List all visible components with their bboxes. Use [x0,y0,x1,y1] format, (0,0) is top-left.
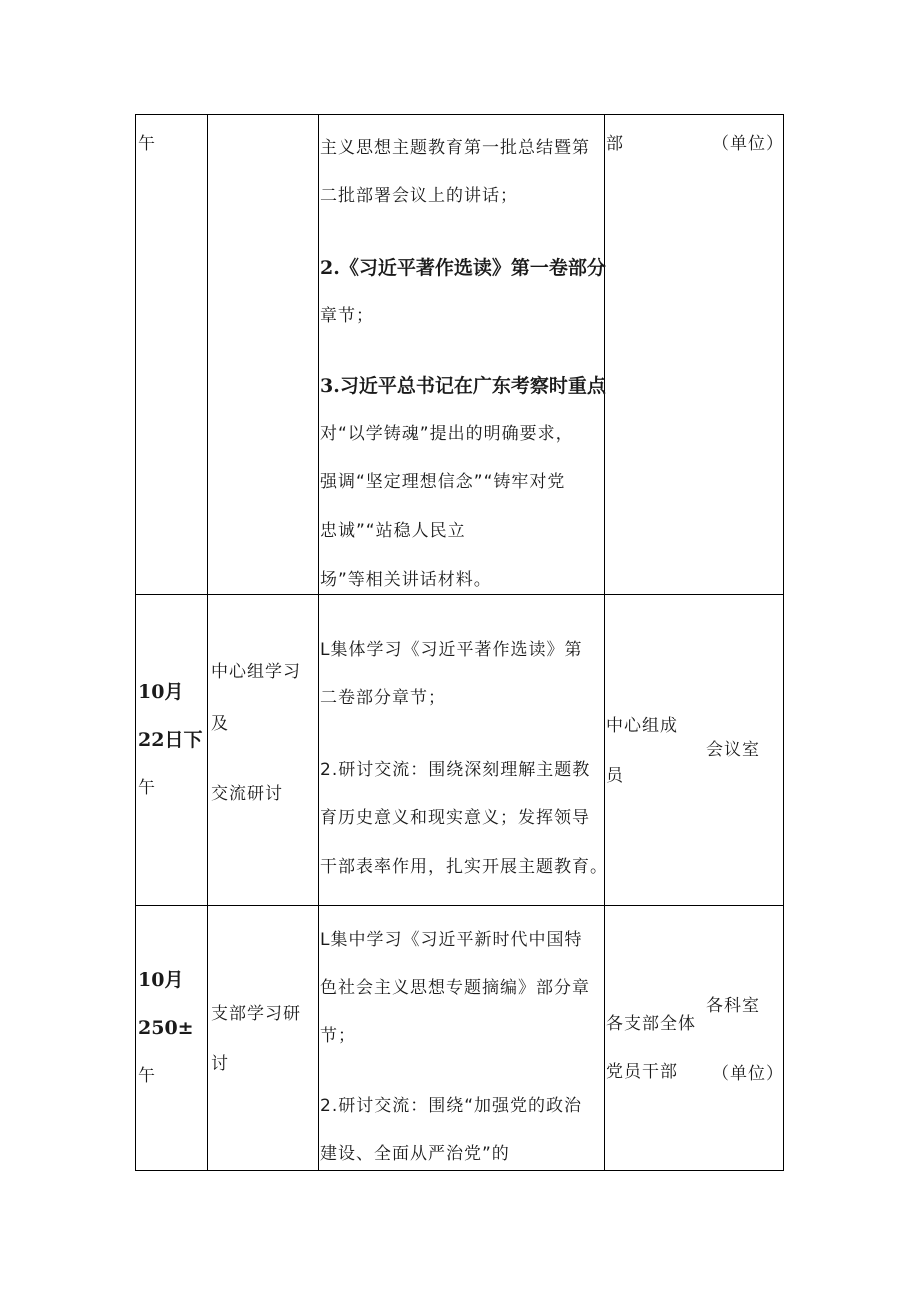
row-divider-1 [135,594,784,595]
table-border-bottom [135,1170,784,1171]
content-cell-line: 二卷部分章节； [320,688,446,708]
time-cell-line: 午 [138,1066,156,1086]
content-cell-line: 育历史意义和现实意义；发挥领导 [320,808,590,828]
form-cell-line: 讨 [211,1054,229,1074]
table-border-right [783,114,784,1171]
location-cell-line: 会议室 [706,740,760,760]
content-cell-line: 节； [320,1026,356,1046]
content-cell-line: 忠诚”“站稳人民立 [320,521,466,541]
time-cell-line: 午 [138,134,156,154]
content-cell-line: 二批部署会议上的讲话； [320,186,518,206]
content-cell-line: 建设、全面从严治党”的 [320,1144,510,1164]
content-cell-line: 2.研讨交流：围绕“加强党的政治 [320,1096,583,1116]
content-cell-line: 3.习近平总书记在广东考察时重点 [320,375,606,397]
content-cell-line: 强调“坚定理想信念”“铸牢对党 [320,472,566,492]
time-cell-line: 午 [138,778,156,798]
content-cell-line: L集体学习《习近平著作选读》第 [320,640,583,660]
content-cell-line: L集中学习《习近平新时代中国特 [320,930,583,950]
participants-cell-line: 员 [606,766,624,786]
time-cell-line: 10月 [138,681,184,703]
content-cell-line: 2.《习近平著作选读》第一卷部分 [320,257,606,279]
participants-cell-line: 各支部全体 [606,1014,696,1034]
table-border-left [135,114,136,1171]
content-cell-line: 2.研讨交流：围绕深刻理解主题教 [320,760,591,780]
content-cell-line: 场”等相关讲话材料。 [320,570,492,590]
table-divider-2 [318,114,319,1171]
form-cell-line: 及 [211,714,229,734]
location-cell-line: 各科室 [706,996,760,1016]
content-cell-line: 对“以学铸魂”提出的明确要求， [320,424,574,444]
content-cell-line: 章节； [320,306,374,326]
table-border-top [135,114,784,115]
location-cell-line: （单位） [712,1064,784,1084]
content-cell-line: 干部表率作用，扎实开展主题教育。 [320,857,608,877]
participants-cell-line: 部 [606,134,624,154]
time-cell-line: 10月 [138,969,184,991]
form-cell-line: 支部学习研 [211,1004,301,1024]
table-divider-1 [207,114,208,1171]
row-divider-2 [135,905,784,906]
time-cell-line: 250± [138,1017,194,1039]
participants-cell-line: 中心组成 [606,716,678,736]
content-cell-line: 色社会主义思想专题摘编》部分章 [320,978,590,998]
form-cell-line: 交流研讨 [211,784,283,804]
form-cell-line: 中心组学习 [211,662,301,682]
participants-cell-line: 党员干部 [606,1062,678,1082]
content-cell-line: 主义思想主题教育第一批总结暨第 [320,138,590,158]
time-cell-line: 22日下 [138,729,203,751]
location-cell-line: （单位） [712,134,784,154]
